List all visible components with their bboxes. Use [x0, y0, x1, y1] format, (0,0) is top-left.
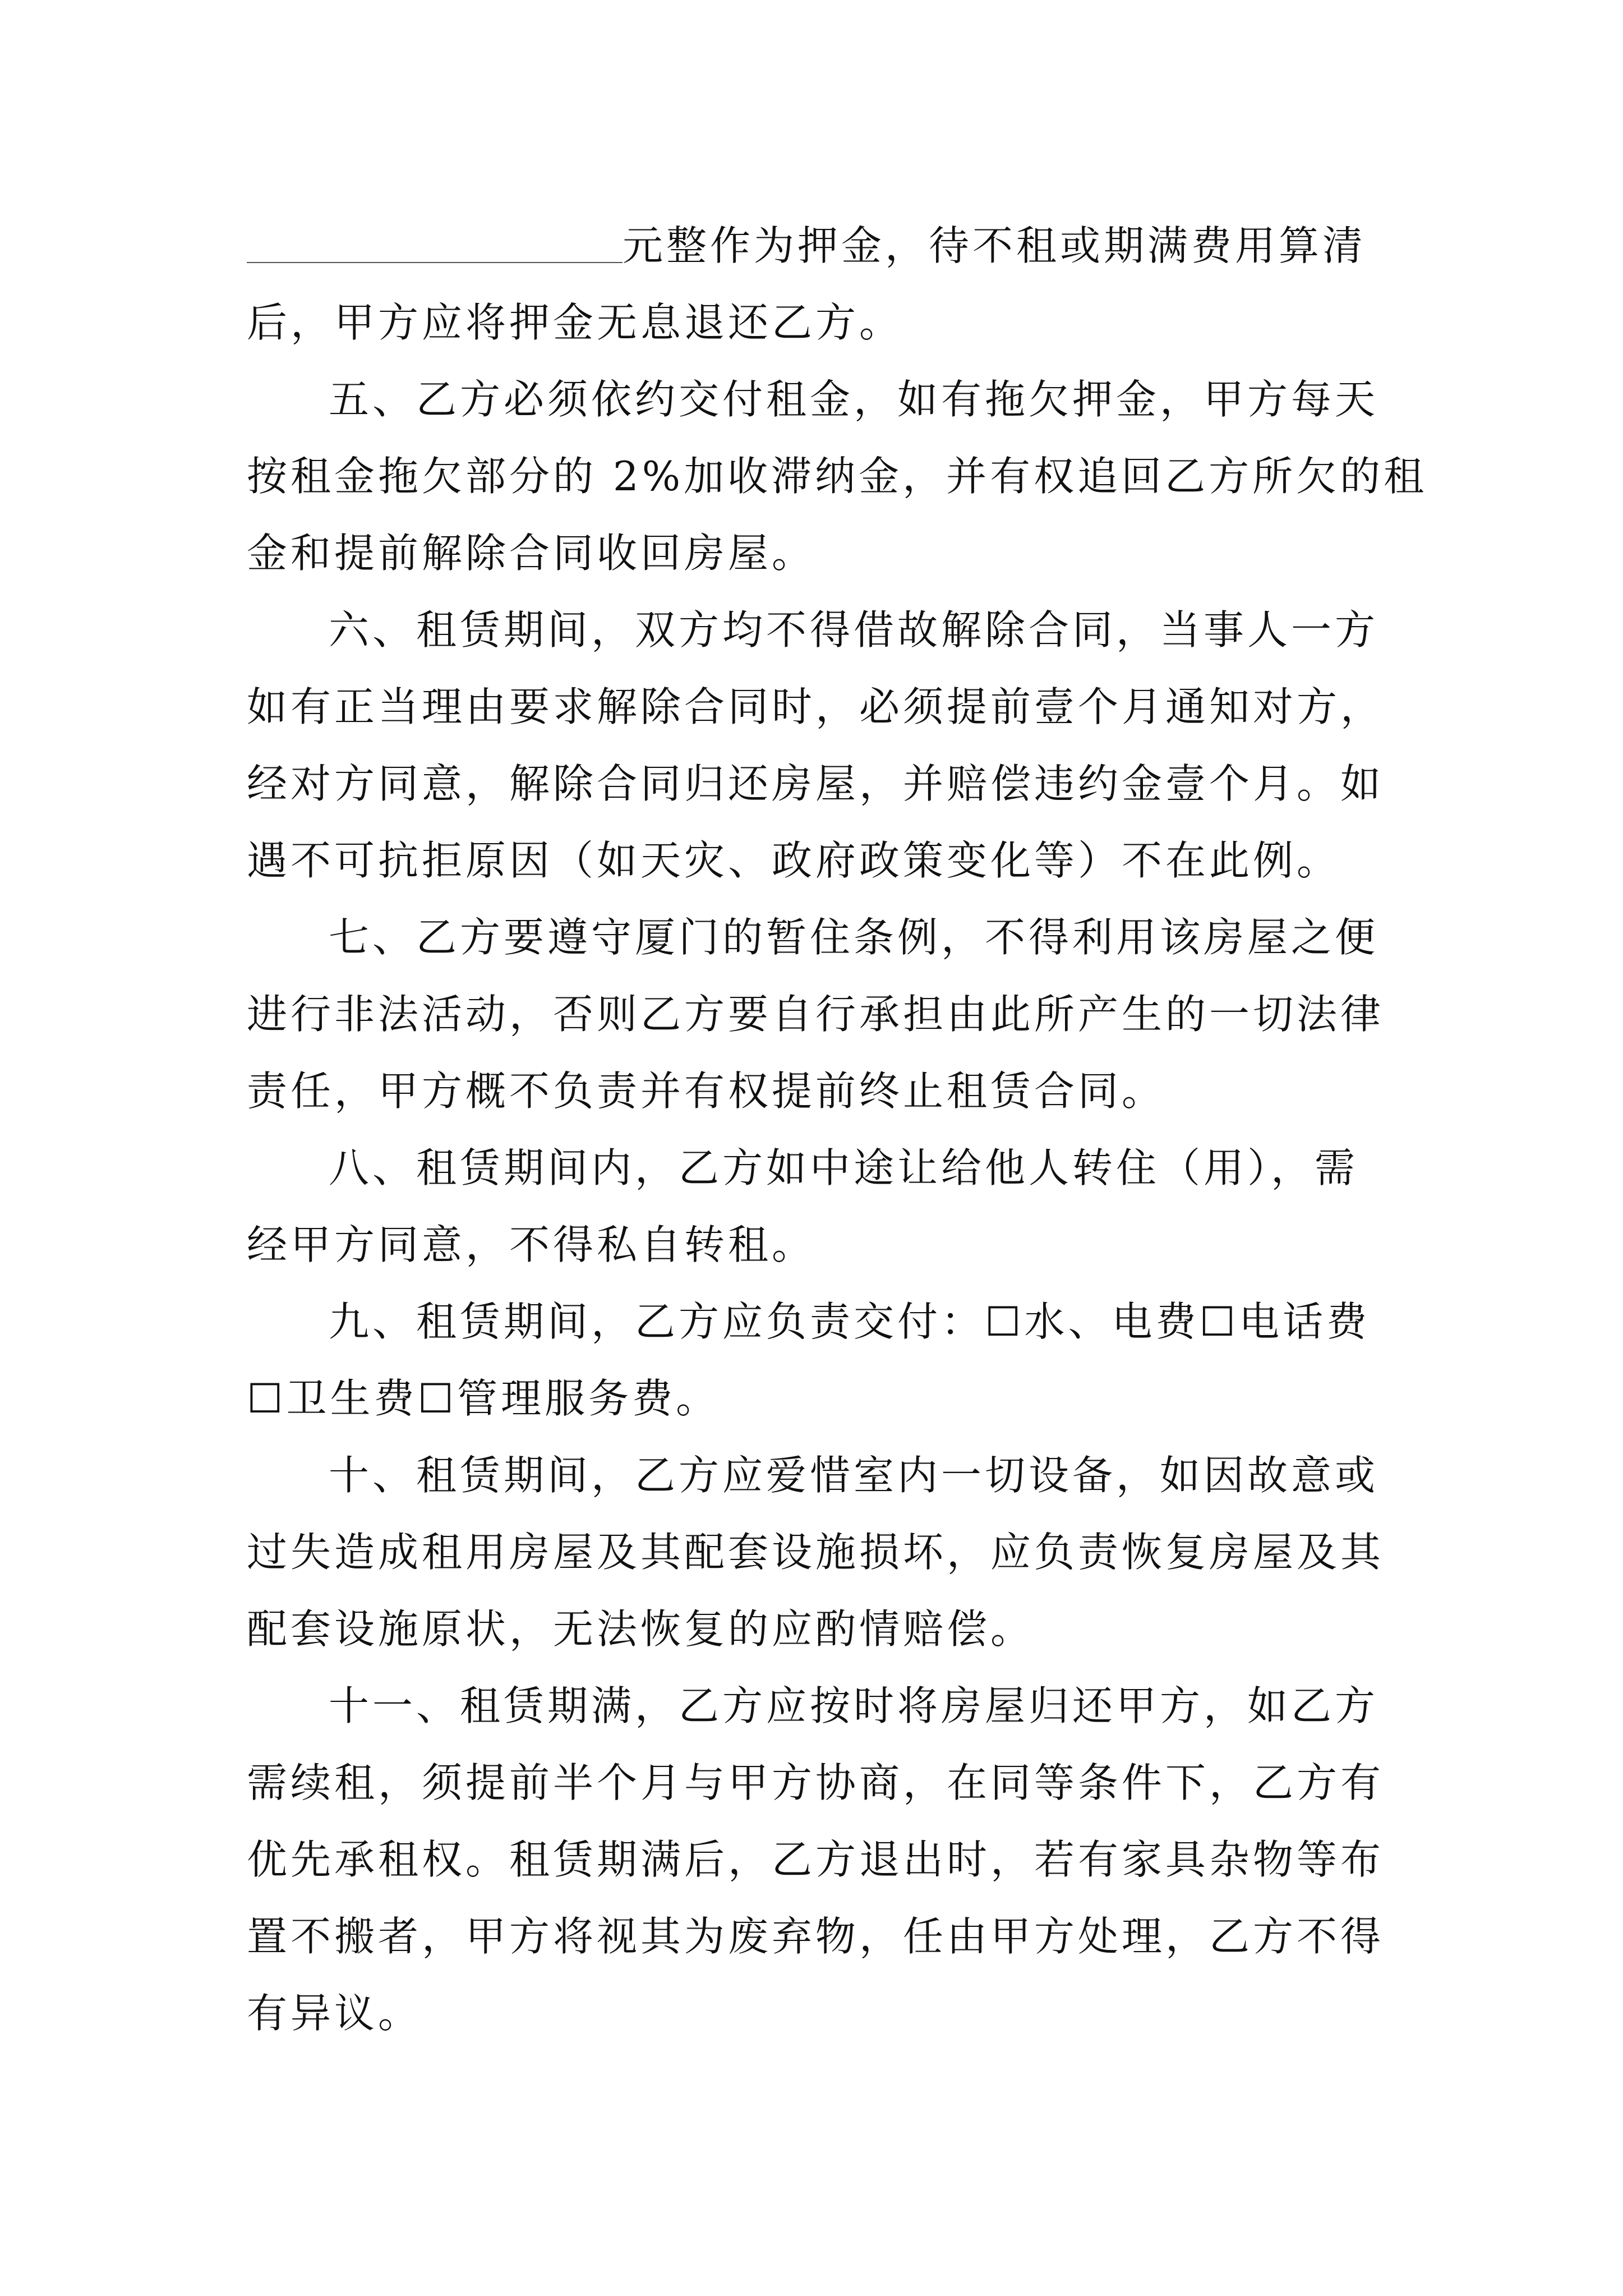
- contract-body: [247, 208, 1428, 2052]
- text-line: 经对方同意，解除合同归还房屋，并赔偿违约金壹个月。如: [247, 760, 1385, 807]
- clause-10-start: 十、租赁期间，乙方应爱惜室内一切设备，如因故意或: [329, 1452, 1379, 1499]
- text-line: 有异议。: [247, 1990, 422, 2037]
- clause-8-start: 八、租赁期间内，乙方如中途让给他人转住（用），需: [329, 1144, 1359, 1191]
- text-line: 优先承租权。租赁期满后，乙方退出时，若有家具杂物等布: [247, 1836, 1385, 1883]
- deposit-amount-blank: [247, 222, 623, 263]
- text-line: [247, 208, 1391, 284]
- text-line: 如有正当理由要求解除合同时，必须提前壹个月通知对方，: [247, 683, 1385, 730]
- text-line: ☐卫生费☐管理服务费。: [247, 1375, 720, 1422]
- text-line: 责任，甲方概不负责并有权提前终止租赁合同。: [247, 1068, 1166, 1115]
- clause-6-start: 六、租赁期间，双方均不得借故解除合同，当事人一方: [329, 606, 1379, 654]
- text-line: 置不搬者，甲方将视其为废弃物，任由甲方处理，乙方不得: [247, 1913, 1385, 1960]
- text-line: 遇不可抗拒原因（如天灾、政府政策变化等）不在此例。: [247, 837, 1341, 884]
- text-line: 配套设施原状，无法恢复的应酌情赔偿。: [247, 1605, 1035, 1653]
- clause-5-start: 五、乙方必须依约交付租金，如有拖欠押金，甲方每天: [329, 376, 1379, 423]
- text-line: 过失造成租用房屋及其配套设施损坏，应负责恢复房屋及其: [247, 1529, 1385, 1576]
- text-line: 经甲方同意，不得私自转租。: [247, 1221, 816, 1268]
- text-line: 进行非法活动，否则乙方要自行承担由此所产生的一切法律: [247, 991, 1385, 1038]
- line-text: 元整作为押金，待不租或期满费用算清: [623, 222, 1367, 269]
- text-line: 后，甲方应将押金无息退还乙方。: [247, 299, 903, 346]
- text-line: 按租金拖欠部分的 2%加收滞纳金，并有权追回乙方所欠的租: [247, 453, 1428, 500]
- clause-9-start: 九、租赁期间，乙方应负责交付：☐水、电费☐电话费: [329, 1298, 1371, 1345]
- clause-7-start: 七、乙方要遵守厦门的暂住条例，不得利用该房屋之便: [329, 914, 1379, 961]
- clause-11-start: 十一、租赁期满，乙方应按时将房屋归还甲方，如乙方: [329, 1682, 1379, 1729]
- text-line: 需续租，须提前半个月与甲方协商，在同等条件下，乙方有: [247, 1759, 1385, 1806]
- text-line: 金和提前解除合同收回房屋。: [247, 530, 816, 577]
